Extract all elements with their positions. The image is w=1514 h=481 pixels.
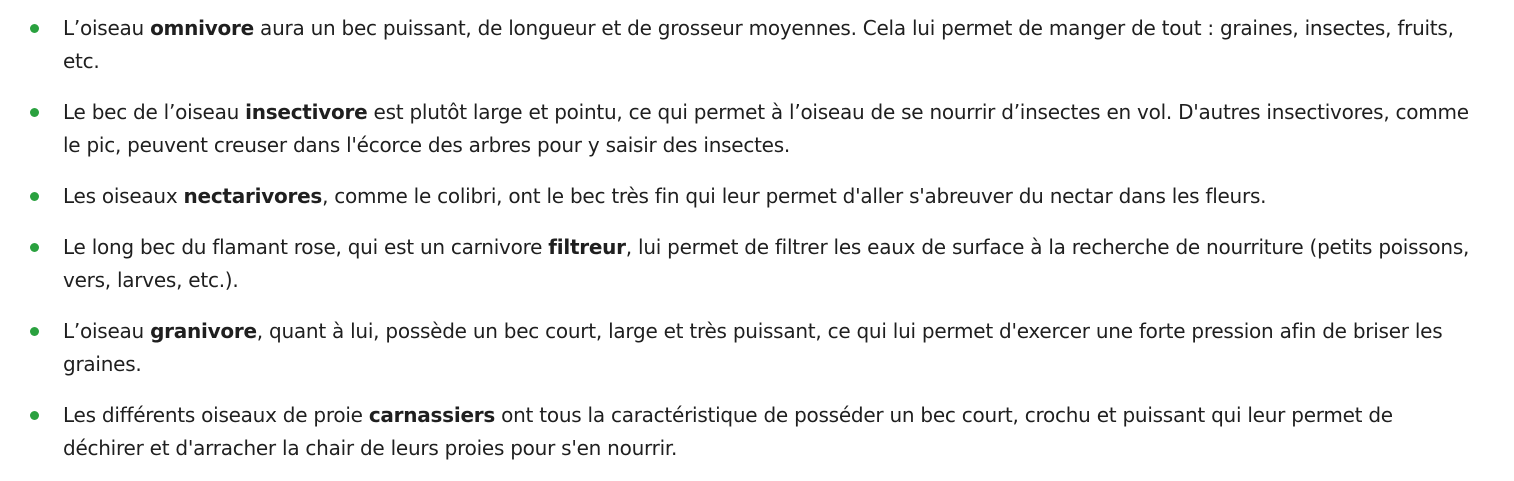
item-keyword: granivore	[150, 319, 257, 343]
bullet-icon	[30, 108, 39, 117]
bullet-icon	[30, 411, 39, 420]
item-text-after: aura un bec puissant, de longueur et de grosseur moyennes. Cela lui permet de manger de tout : graines, insectes, fruits, etc.	[63, 16, 1454, 73]
item-keyword: insectivore	[245, 100, 368, 124]
list-item-nectarivore	[63, 180, 1474, 213]
item-text-after: , comme le colibri, ont le bec très fin qui leur permet d'aller s'abreuver du nectar dans les fleurs.	[322, 184, 1267, 208]
list-item-carnassier	[63, 399, 1474, 465]
item-text-after: , lui permet de filtrer les eaux de surface à la recherche de nourriture (petits poissons, vers, larves, etc.).	[63, 235, 1470, 292]
item-keyword: nectarivores	[183, 184, 323, 208]
bullet-icon	[30, 192, 39, 201]
list-item-filtreur	[63, 231, 1474, 297]
item-text-before: Le long bec du flamant rose, qui est un carnivore	[63, 235, 549, 259]
item-text-before: L’oiseau	[63, 16, 151, 40]
item-text-before: Les oiseaux	[63, 184, 184, 208]
list-item-insectivore	[63, 96, 1474, 162]
item-text-before: L’oiseau	[63, 319, 151, 343]
item-keyword: carnassiers	[368, 403, 496, 427]
item-text-before: Les différents oiseaux de proie	[63, 403, 369, 427]
item-keyword: filtreur	[548, 235, 626, 259]
item-keyword: omnivore	[150, 16, 254, 40]
item-text-before: Le bec de l’oiseau	[63, 100, 246, 124]
bullet-icon	[30, 243, 39, 252]
list-item-omnivore	[63, 12, 1474, 78]
bullet-icon	[30, 24, 39, 33]
item-text-after: est plutôt large et pointu, ce qui permet à l’oiseau de se nourrir d’insectes en vol. D'autres insectivores, comme le pic, peuvent creuser dans l'écorce des arbres pour y saisir des insectes.	[63, 100, 1469, 157]
item-text-after: ont tous la caractéristique de posséder un bec court, crochu et puissant qui leur permet de déchirer et d'arracher la chair de leurs proies pour s'en nourrir.	[63, 403, 1393, 460]
list-item-granivore	[63, 315, 1474, 381]
item-text-after: , quant à lui, possède un bec court, large et très puissant, ce qui lui permet d'exercer une forte pression afin de briser les graines.	[63, 319, 1443, 376]
bullet-icon	[30, 327, 39, 336]
